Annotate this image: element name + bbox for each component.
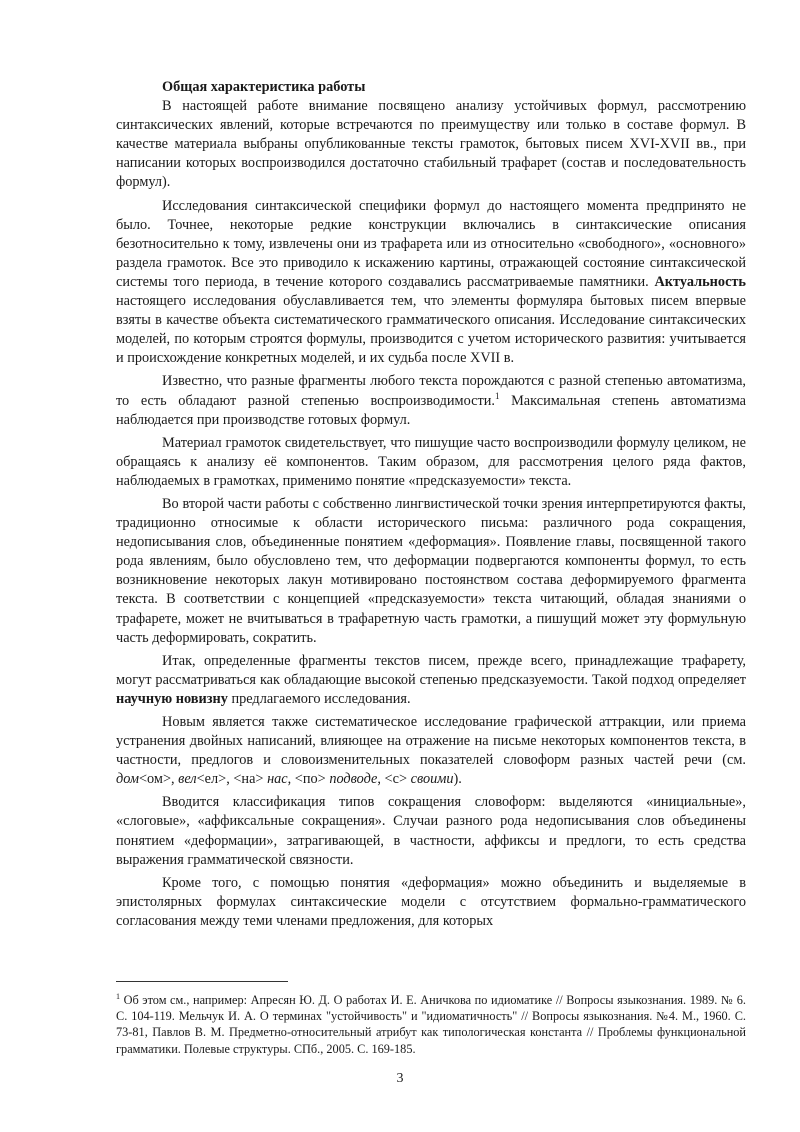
footnote-separator <box>116 981 288 982</box>
paragraph-3-text-a: Известно, что разные фрагменты любого текста порождаются с разной степенью автоматизма, то есть обладают разной степенью воспроизводимости. <box>116 373 746 409</box>
relevance-term: Актуальность <box>654 273 746 290</box>
example-sep-5: ). <box>453 771 462 788</box>
example-sep-1: <ом>, <box>138 771 179 788</box>
example-sep-2: <ел>, <на> <box>196 771 268 788</box>
paragraph-2 <box>116 197 746 369</box>
example-sep-4: , <с> <box>377 771 411 788</box>
paragraph-7-text-a: Новым является также систематическое исследование графической аттракции, или приема устранения двойных написаний, влияющее на отражение на письме некоторых компонентов текста, в частности, предлогов и словоизменительных показателей словоформ разных частей речи (см. <box>116 714 746 769</box>
paragraph-3-text-b: Максимальная степень автоматизма наблюдается при производстве готовых формул. <box>116 392 746 428</box>
novelty-term: научную новизну <box>116 690 228 707</box>
page-number: 3 <box>396 1071 404 1086</box>
paragraph-6 <box>116 652 746 709</box>
paragraph-6-text-b: предлагаемого исследования. <box>227 690 411 707</box>
paragraph-2-text-a: Исследования синтаксической специфики формул до настоящего момента предпринято не было. Точнее, некоторые редкие конструкции включались в синтаксические описания безотносительно к тому, извлечены они из трафарета или из относительно «свободного», «основного» раздела грамоток. Все это приводило к искажению картины, отражающей состояние синтаксической системы того периода, в течение которого создавались рассматриваемые памятники. <box>116 197 746 290</box>
paragraph-9: Кроме того, с помощью понятия «деформация» можно объединить и выделяемые в эпистолярных формулах синтаксические модели с отсутствием формально-грамматического согласования между теми членами предложения, для которых <box>116 874 746 929</box>
section-heading: Общая характеристика работы <box>162 79 366 95</box>
footnote-text: Об этом см., например: Апресян Ю. Д. О работах И. Е. Аничкова по идиоматике // Вопросы языкознания. 1989. № 6. С. 104-119. Мельчук И. А. О терминах "устойчивость" и "идиоматичность" // Вопросы языкознания. №4. М., 1960. С. 73-81, Павлов В. М. Предметно-относительный атрибут как типологическая константа // Проблемы функциональной грамматики. Полевые структуры. СПб., 2005. С. 169-185. <box>116 993 746 1056</box>
example-word-1: дом <box>116 771 139 788</box>
paragraph-8: Вводится классификация типов сокращения словоформ: выделяются «инициальные», «слоговые», «аффиксальные сокращения». Случаи разного рода недописывания слов объединены понятием «деформации», затрагивающей, в частности, аффиксы и предлоги, то есть средства выражения грамматической связности. <box>116 794 746 868</box>
footnote-ref: 1 <box>494 390 500 401</box>
example-word-5: своими <box>410 771 454 788</box>
paragraph-4: Материал грамоток свидетельствует, что пишущие часто воспроизводили формулу целиком, не обращаясь к анализу её компонентов. Таким образом, для рассмотрения целого ряда фактов, наблюдаемых в грамотках, применимо понятие «предсказуемости» текста. <box>116 434 746 489</box>
paragraph-5: Во второй части работы с собственно лингвистической точки зрения интерпретируются факты, традиционно относимые к области исторического письма: различного рода сокращения, недописывания слов, объединенные понятием «деформация». Появление главы, посвященной такого рода явлениям, было обусловлено тем, что деформации подвергаются компоненты формул, то есть возникновение некоторых лакун мотивировано постоянством состава деформируемого фрагмента текста. В соответствии с концепцией «предсказуемости» текста читающий, обладая знаниями о трафарете, может не вчитываться в трафаретную часть грамотки, а пишущий может эту формульную часть деформировать, сократить. <box>116 495 746 646</box>
paragraph-7 <box>116 713 746 789</box>
example-word-4: подводе <box>329 771 378 788</box>
example-sep-3: , <по> <box>287 771 330 788</box>
example-word-3: нас <box>267 771 288 788</box>
example-word-2: вел <box>178 771 197 788</box>
footnote-number: 1 <box>116 992 120 1001</box>
paragraph-2-text-b: настоящего исследования обуславливается тем, что элементы формуляра бытовых писем впервые взяты в качестве объекта систематического грамматического описания. Исследование синтаксических моделей, по которым строятся формулы, производится с учетом исторического развития: учитывается и происхождение конкретных моделей, и их судьба после XVII в. <box>116 293 746 367</box>
paragraph-1: В настоящей работе внимание посвящено анализу устойчивых формул, рассмотрению синтаксических явлений, которые встречаются по преимуществу или только в составе формул. В качестве материала выбраны опубликованные тексты грамоток, бытовых писем XVI-XVII вв., при написании которых воспроизводился достаточно стабильный трафарет (состав и последовательность формул). <box>116 98 746 191</box>
footnote <box>116 992 746 1057</box>
paragraph-3 <box>116 372 746 429</box>
page-body <box>116 78 746 935</box>
paragraph-6-text-a: Итак, определенные фрагменты текстов писем, прежде всего, принадлежащие трафарету, могут рассматриваться как обладающие высокой степенью предсказуемости. Такой подход определяет <box>116 652 746 688</box>
